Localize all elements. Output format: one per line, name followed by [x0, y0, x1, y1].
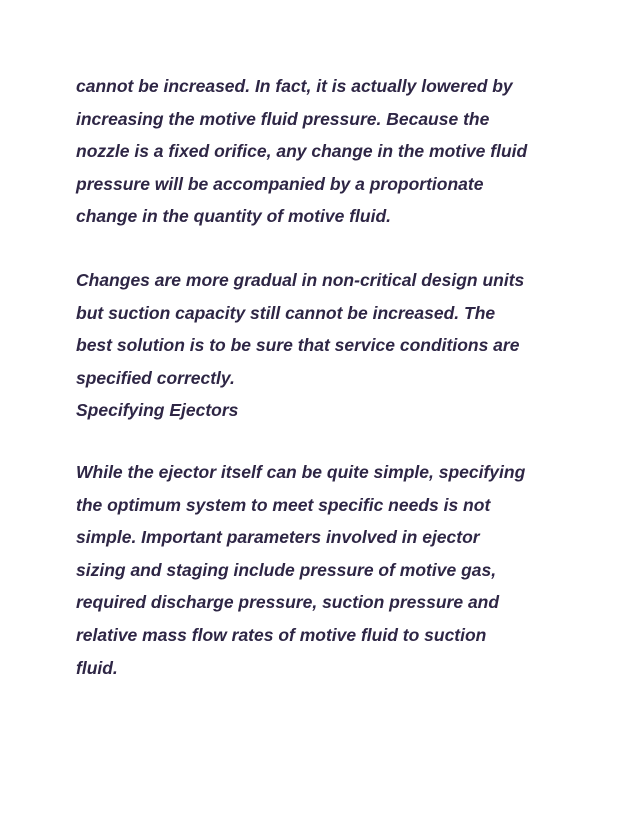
text-line: While the ejector itself can be quite simple, specifying — [76, 462, 526, 482]
paragraph-non-critical-units — [76, 264, 576, 427]
text-line: Changes are more gradual in non-critical design units — [76, 270, 525, 290]
text-line: relative mass flow rates of motive fluid to suction — [76, 624, 487, 645]
paragraph-specifying-ejectors — [76, 456, 576, 684]
section-heading: Specifying Ejectors — [76, 400, 239, 421]
text-line: change in the quantity of motive fluid. — [76, 206, 392, 227]
text-line: pressure will be accompanied by a proportionate — [76, 173, 484, 194]
text-line: required discharge pressure, suction pressure and — [76, 592, 500, 613]
text-line: increasing the motive fluid pressure. Because the — [76, 108, 490, 129]
text-line: specified correctly. — [76, 367, 235, 388]
text-line: best solution is to be sure that service conditions are — [76, 335, 520, 356]
text-line: nozzle is a fixed orifice, any change in the motive fluid — [76, 141, 528, 162]
paragraph-motive-pressure — [76, 70, 576, 233]
text-line: cannot be increased. In fact, it is actually lowered by — [76, 76, 513, 96]
text-line: sizing and staging include pressure of motive gas, — [76, 559, 497, 580]
text-line: the optimum system to meet specific needs is not — [76, 494, 491, 515]
text-line: but suction capacity still cannot be increased. The — [76, 302, 496, 323]
text-line: fluid. — [76, 657, 118, 678]
text-line: simple. Important parameters involved in ejector — [76, 527, 480, 548]
